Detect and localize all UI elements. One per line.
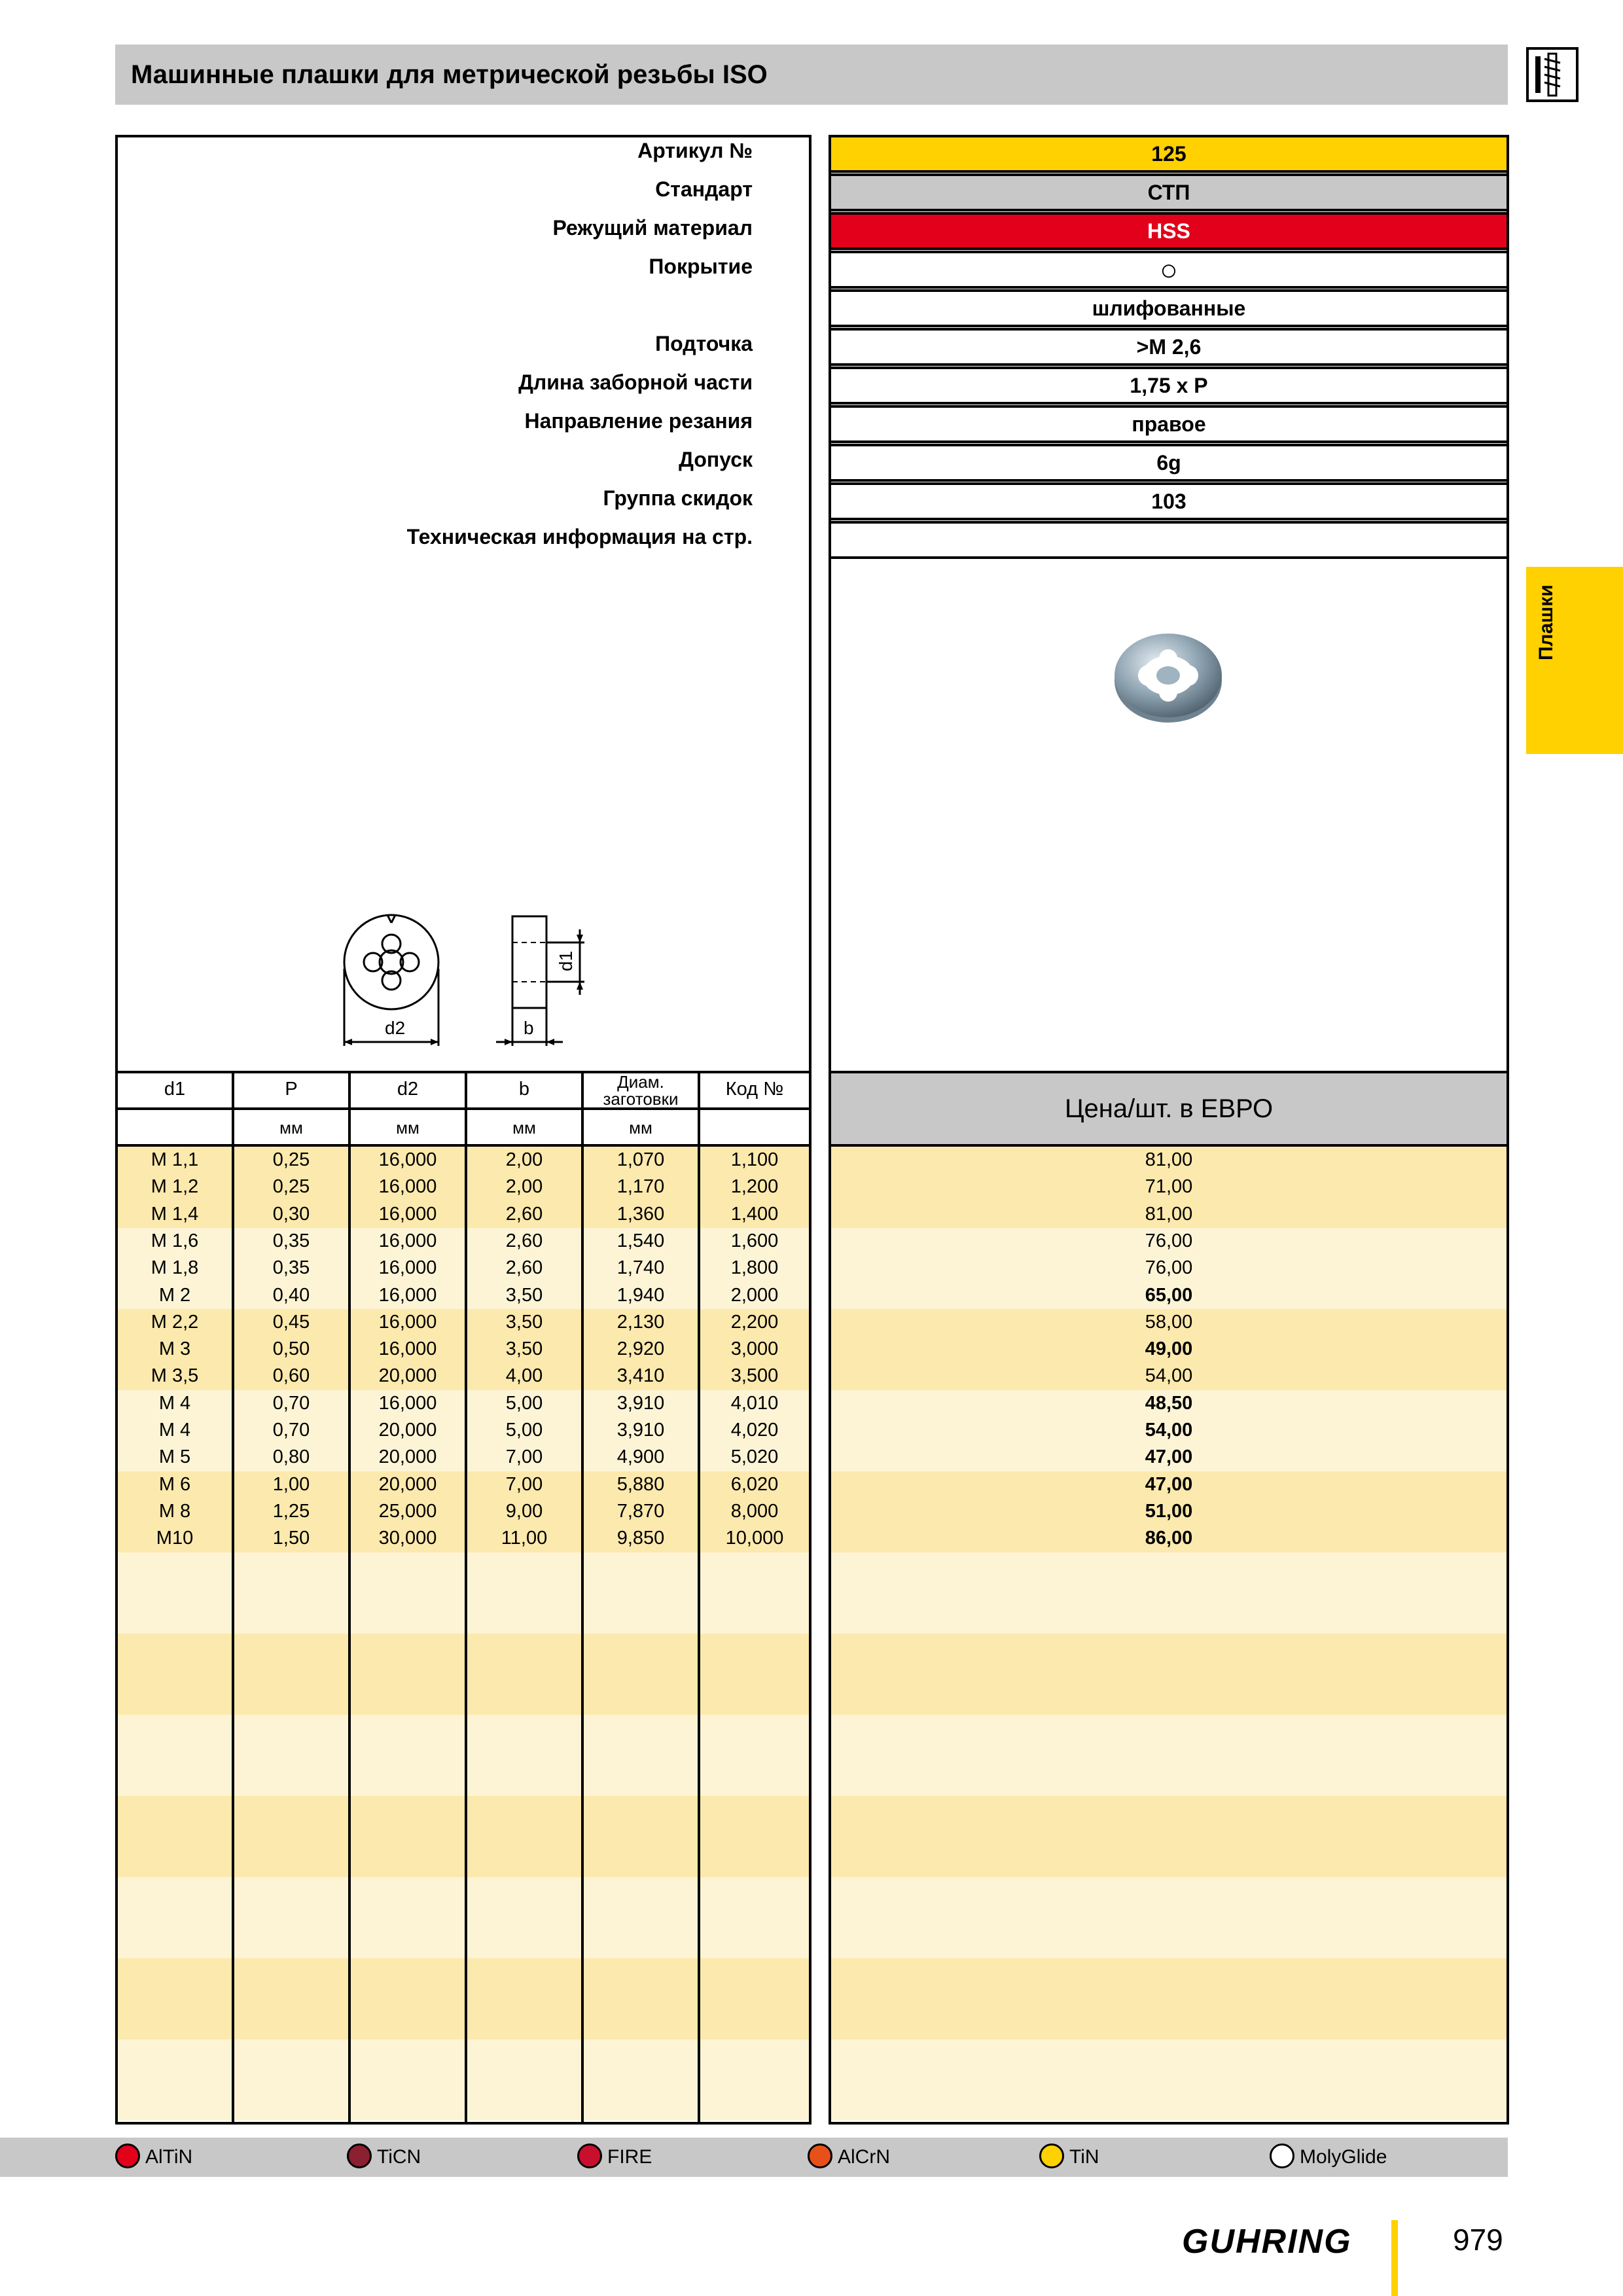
label-material: Режущий материал — [552, 216, 753, 240]
cell-p: 0,50 — [272, 1338, 310, 1360]
cell-b: 2,60 — [505, 1230, 543, 1251]
unit-blank-diameter: мм — [629, 1118, 652, 1138]
price-header: Цена/шт. в ЕВРО — [1064, 1094, 1274, 1123]
cell-p: 0,35 — [272, 1230, 310, 1251]
cell-d2: 20,000 — [378, 1473, 437, 1495]
product-image — [1113, 628, 1224, 726]
cell-price: 76,00 — [1145, 1230, 1193, 1251]
cell-d2: 16,000 — [378, 1230, 437, 1251]
cell-d2: 16,000 — [378, 1338, 437, 1360]
cell-d2: 16,000 — [378, 1257, 437, 1279]
legend-item — [115, 2138, 192, 2177]
title-bar — [115, 45, 1508, 105]
column-divider — [348, 1071, 351, 2122]
tolerance-value: 6g — [829, 444, 1509, 482]
cell-d2: 20,000 — [378, 1446, 437, 1468]
section-tab-label: Плашки — [1535, 584, 1557, 660]
cell-b: 2,60 — [505, 1203, 543, 1225]
cell-d1: M10 — [156, 1528, 194, 1549]
label-tolerance: Допуск — [679, 448, 753, 471]
section-tab[interactable] — [1526, 567, 1623, 754]
legend-item — [1039, 2138, 1099, 2177]
cell-b: 7,00 — [505, 1446, 543, 1468]
cell-code: 6,020 — [730, 1473, 779, 1495]
cell-code: 1,400 — [730, 1203, 779, 1225]
cell-b: 5,00 — [505, 1392, 543, 1414]
cell-p: 0,70 — [272, 1420, 310, 1441]
price-header-cell — [829, 1071, 1509, 1147]
standard-value: СТП — [829, 173, 1509, 211]
cell-price: 81,00 — [1145, 1149, 1193, 1170]
cell-b: 3,50 — [505, 1311, 543, 1333]
header-p: P — [285, 1079, 298, 1100]
tin-coating-icon — [1039, 2144, 1064, 2168]
cell-blank-diameter: 1,170 — [616, 1176, 665, 1198]
material-value: HSS — [829, 212, 1509, 250]
cell-p: 0,60 — [272, 1365, 310, 1387]
column-divider — [581, 1071, 584, 2122]
cell-b: 5,00 — [505, 1420, 543, 1441]
legend-label: TiN — [1069, 2146, 1099, 2168]
footer-divider — [1391, 2220, 1398, 2296]
cell-d2: 20,000 — [378, 1365, 437, 1387]
cell-blank-diameter: 2,920 — [616, 1338, 665, 1360]
legend-item — [1270, 2138, 1387, 2177]
price-band — [831, 1552, 1507, 1634]
cell-code: 3,000 — [730, 1338, 779, 1360]
cell-d1: M 1,4 — [151, 1203, 199, 1225]
cell-d2: 16,000 — [378, 1203, 437, 1225]
cell-b: 9,00 — [505, 1500, 543, 1522]
cell-code: 1,800 — [730, 1257, 779, 1279]
cell-blank-diameter: 1,940 — [616, 1284, 665, 1306]
cell-d1: M 6 — [158, 1473, 191, 1495]
price-band — [831, 1877, 1507, 1958]
coating-legend — [0, 2138, 1508, 2177]
label-standard: Стандарт — [655, 177, 753, 201]
price-band — [831, 1715, 1507, 1796]
legend-label: TiCN — [377, 2146, 421, 2168]
cell-d2: 25,000 — [378, 1500, 437, 1522]
cell-price: 47,00 — [1145, 1473, 1193, 1495]
price-band — [831, 2039, 1507, 2121]
cell-d1: M 1,2 — [151, 1176, 199, 1198]
cell-price: 65,00 — [1145, 1284, 1193, 1306]
cell-b: 7,00 — [505, 1473, 543, 1495]
thread-tool-icon — [1526, 47, 1578, 102]
cell-p: 0,40 — [272, 1284, 310, 1306]
cell-d1: M 2 — [158, 1284, 191, 1306]
molyglide-coating-icon — [1270, 2144, 1294, 2168]
table-top-rule — [115, 1071, 812, 1073]
cell-b: 3,50 — [505, 1284, 543, 1306]
b-label: b — [524, 1018, 534, 1038]
cell-b: 3,50 — [505, 1338, 543, 1360]
header-blank-diameter-line1: Диам. — [617, 1072, 664, 1092]
legend-label: AlTiN — [145, 2146, 193, 2168]
price-band — [831, 1958, 1507, 2039]
cell-d2: 30,000 — [378, 1528, 437, 1549]
cell-blank-diameter: 7,870 — [616, 1500, 665, 1522]
cell-price: 48,50 — [1145, 1392, 1193, 1414]
unit-d2: мм — [396, 1118, 419, 1138]
cell-blank-diameter: 3,910 — [616, 1420, 665, 1441]
legend-item — [347, 2138, 421, 2177]
header-blank-diameter-line2: заготовки — [603, 1089, 679, 1109]
cell-d1: M 1,1 — [151, 1149, 199, 1170]
column-divider — [232, 1071, 234, 2122]
label-coating: Покрытие — [649, 255, 753, 278]
unit-p: мм — [279, 1118, 303, 1138]
cell-price: 47,00 — [1145, 1446, 1193, 1468]
cell-d1: M 1,8 — [151, 1257, 199, 1279]
cell-b: 2,00 — [505, 1176, 543, 1198]
coating-value-icon: ○ — [829, 251, 1509, 289]
alcrn-coating-icon — [808, 2144, 832, 2168]
cell-code: 8,000 — [730, 1500, 779, 1522]
table-band — [118, 1877, 809, 1958]
cell-p: 0,80 — [272, 1446, 310, 1468]
cell-code: 2,200 — [730, 1311, 779, 1333]
brand-logo: GUHRING — [1182, 2223, 1352, 2261]
cell-code: 4,020 — [730, 1420, 779, 1441]
cell-b: 11,00 — [501, 1528, 548, 1549]
header-d2: d2 — [397, 1079, 419, 1100]
cell-price: 54,00 — [1145, 1365, 1193, 1387]
cell-blank-diameter: 9,850 — [616, 1528, 665, 1549]
column-divider — [465, 1071, 467, 2122]
column-divider — [698, 1071, 700, 2122]
cell-d2: 16,000 — [378, 1284, 437, 1306]
direction-value: правое — [829, 405, 1509, 443]
page-number: 979 — [1453, 2223, 1503, 2257]
legend-label: MolyGlide — [1300, 2146, 1387, 2168]
table-band — [118, 1796, 809, 1877]
tech-info-value — [829, 521, 1509, 559]
cell-price: 54,00 — [1145, 1420, 1193, 1441]
cell-price: 71,00 — [1145, 1176, 1193, 1198]
cell-code: 1,100 — [730, 1149, 779, 1170]
cell-p: 0,45 — [272, 1311, 310, 1333]
altin-coating-icon — [115, 2144, 140, 2168]
header-code: Код № — [725, 1079, 784, 1100]
label-article: Артикул № — [637, 139, 753, 162]
cell-price: 51,00 — [1145, 1500, 1193, 1522]
cell-b: 2,60 — [505, 1257, 543, 1279]
cell-code: 4,010 — [730, 1392, 779, 1414]
d2-label: d2 — [385, 1018, 406, 1038]
cell-d2: 16,000 — [378, 1311, 437, 1333]
header-d1: d1 — [164, 1079, 186, 1100]
legend-label: FIRE — [607, 2146, 652, 2168]
cell-p: 1,25 — [272, 1500, 310, 1522]
grind-value: >M 2,6 — [829, 328, 1509, 366]
cell-blank-diameter: 1,540 — [616, 1230, 665, 1251]
ticn-coating-icon — [347, 2144, 372, 2168]
table-band — [118, 1552, 809, 1634]
cell-code: 1,200 — [730, 1176, 779, 1198]
legend-item — [808, 2138, 890, 2177]
cell-d1: M 1,6 — [151, 1230, 199, 1251]
cell-d2: 16,000 — [378, 1392, 437, 1414]
table-band — [118, 1958, 809, 2039]
chamfer-value: 1,75 x P — [829, 367, 1509, 404]
cell-d1: M 3,5 — [151, 1365, 199, 1387]
cell-blank-diameter: 1,360 — [616, 1203, 665, 1225]
label-direction: Направление резания — [524, 409, 753, 433]
cell-p: 0,25 — [272, 1176, 310, 1198]
cell-d2: 20,000 — [378, 1420, 437, 1441]
cell-blank-diameter: 3,910 — [616, 1392, 665, 1414]
legend-item — [577, 2138, 652, 2177]
fire-coating-icon — [577, 2144, 602, 2168]
cell-p: 0,30 — [272, 1203, 310, 1225]
label-tech-info: Техническая информация на стр. — [406, 525, 753, 548]
cell-d1: M 4 — [158, 1392, 191, 1414]
header-b: b — [518, 1079, 530, 1100]
cell-blank-diameter: 1,070 — [616, 1149, 665, 1170]
cell-d1: M 3 — [158, 1338, 191, 1360]
cell-d1: M 2,2 — [151, 1311, 199, 1333]
cell-price: 76,00 — [1145, 1257, 1193, 1279]
cell-price: 81,00 — [1145, 1203, 1193, 1225]
cell-d2: 16,000 — [378, 1176, 437, 1198]
cell-blank-diameter: 4,900 — [616, 1446, 665, 1468]
cell-blank-diameter: 1,740 — [616, 1257, 665, 1279]
cell-p: 0,70 — [272, 1392, 310, 1414]
cell-p: 1,00 — [272, 1473, 310, 1495]
cell-price: 58,00 — [1145, 1311, 1193, 1333]
price-band — [831, 1796, 1507, 1877]
cell-blank-diameter: 2,130 — [616, 1311, 665, 1333]
label-chamfer: Длина заборной части — [518, 370, 753, 394]
page-title: Машинные плашки для метрической резьбы ISO — [131, 60, 768, 89]
cell-d1: M 8 — [158, 1500, 191, 1522]
table-band — [118, 1715, 809, 1796]
cell-d2: 16,000 — [378, 1149, 437, 1170]
cell-code: 5,020 — [730, 1446, 779, 1468]
cell-price: 49,00 — [1145, 1338, 1193, 1360]
table-band — [118, 2039, 809, 2121]
cell-code: 10,000 — [725, 1528, 784, 1549]
cell-blank-diameter: 3,410 — [616, 1365, 665, 1387]
cell-p: 0,25 — [272, 1149, 310, 1170]
cell-b: 2,00 — [505, 1149, 543, 1170]
discount-group-value: 103 — [829, 482, 1509, 520]
legend-label: AlCrN — [838, 2146, 890, 2168]
unit-b: мм — [512, 1118, 536, 1138]
cell-d1: M 5 — [158, 1446, 191, 1468]
cell-p: 1,50 — [272, 1528, 310, 1549]
cell-code: 3,500 — [730, 1365, 779, 1387]
label-grind: Подточка — [655, 332, 753, 355]
cell-p: 0,35 — [272, 1257, 310, 1279]
price-band — [831, 1634, 1507, 1715]
cell-blank-diameter: 5,880 — [616, 1473, 665, 1495]
cell-code: 1,600 — [730, 1230, 779, 1251]
d1-label: d1 — [556, 950, 576, 971]
cell-b: 4,00 — [505, 1365, 543, 1387]
label-discount-group: Группа скидок — [603, 486, 753, 510]
table-band — [118, 1634, 809, 1715]
cell-d1: M 4 — [158, 1420, 191, 1441]
finish-value: шлифованные — [829, 289, 1509, 327]
table-header-rule — [115, 1107, 812, 1110]
die-dimension-drawing — [332, 903, 607, 1047]
cell-price: 86,00 — [1145, 1528, 1193, 1549]
cell-code: 2,000 — [730, 1284, 779, 1306]
article-value: 125 — [829, 135, 1509, 173]
